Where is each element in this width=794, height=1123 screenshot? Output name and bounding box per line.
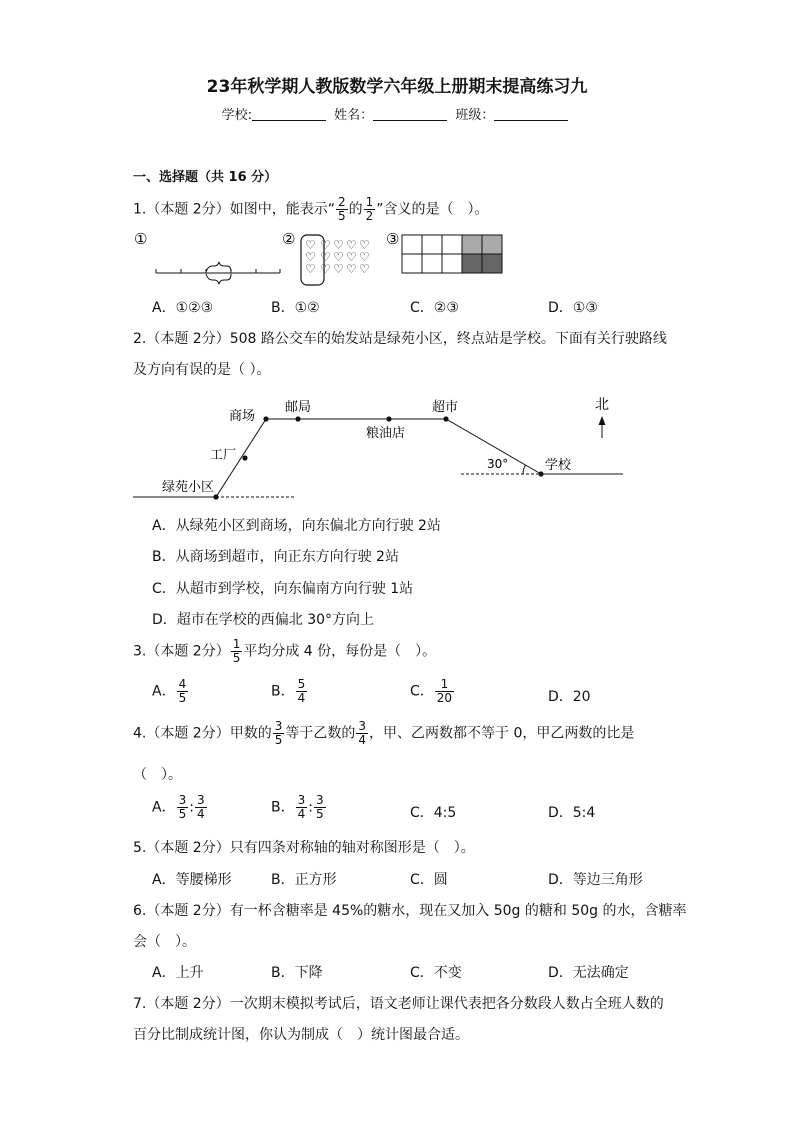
question-6-line-1: 6.（本题 2分）有一杯含糖率是 45%的糖水，现在又加入 50g 的糖和 50g 的水，含糖率 <box>133 903 687 919</box>
station-supermarket: 超市 <box>432 400 459 415</box>
q1-prefix: 1.（本题 2分）如图中，能表示“ <box>133 201 335 218</box>
question-3 <box>133 638 436 665</box>
question-7-line-1: 7.（本题 2分）一次期末模拟考试后，语文老师让课代表把各分数段人数占全班人数的 <box>133 996 664 1012</box>
station-mall: 商场 <box>229 409 256 424</box>
name-blank[interactable] <box>373 107 447 121</box>
svg-text:♡: ♡ <box>346 250 357 264</box>
q1-option-c[interactable]: C．②③ <box>410 300 459 316</box>
page-title: 23年秋学期人教版数学六年级上册期末提高练习九 <box>206 77 588 97</box>
svg-text:♡: ♡ <box>320 250 331 264</box>
svg-text:♡: ♡ <box>305 262 316 276</box>
figure-2-hearts <box>301 235 370 285</box>
question-6-line-2: 会（ ）。 <box>133 934 196 950</box>
station-factory: 工厂 <box>210 448 237 463</box>
station-school: 学校 <box>545 458 572 473</box>
q6-option-a[interactable]: A．上升 <box>152 965 204 981</box>
q4-fraction-2: $\frac{3}{4}$ <box>358 719 366 747</box>
q1-figures <box>130 228 510 290</box>
q1-fraction-1: $\frac{2}{5}$ <box>337 195 346 223</box>
student-info-line <box>0 104 794 123</box>
q2-option-a[interactable]: A．从绿苑小区到商场，向东偏北方向行驶 2站 <box>152 518 441 534</box>
q1-option-a[interactable]: A．①②③ <box>152 300 214 316</box>
q1-suffix: ”含义的是（ ）。 <box>376 201 489 218</box>
svg-text:♡: ♡ <box>346 238 357 252</box>
q3-option-d[interactable]: D．20 <box>548 689 591 705</box>
figure-3-grid <box>402 235 502 273</box>
svg-text:♡: ♡ <box>320 262 331 276</box>
north-arrow-icon <box>599 416 606 425</box>
svg-text:♡: ♡ <box>305 250 316 264</box>
figure-1-line-segment <box>156 262 280 284</box>
class-label: 班级： <box>455 108 495 123</box>
q2-route-map <box>130 390 630 505</box>
svg-text:♡: ♡ <box>359 250 370 264</box>
q1-option-d[interactable]: D．①③ <box>548 300 598 316</box>
q3-prefix: 3.（本题 2分） <box>133 643 230 660</box>
q4-option-b[interactable]: B． $\frac{3}{4}$ : $\frac{3}{5}$ <box>271 793 324 821</box>
q5-option-d[interactable]: D．等边三角形 <box>548 872 643 888</box>
svg-text:♡: ♡ <box>359 238 370 252</box>
q4-prefix: 4.（本题 2分）甲数的 <box>133 725 272 742</box>
question-4-line-2: （ ）。 <box>133 767 182 783</box>
station-grain-store: 粮油店 <box>366 426 406 441</box>
angle-label: 30° <box>487 457 509 471</box>
q4-option-a[interactable]: A． $\frac{3}{5}$ : $\frac{3}{4}$ <box>152 793 205 821</box>
svg-text:♡: ♡ <box>359 262 370 276</box>
q4-option-d[interactable]: D．5:4 <box>548 805 596 821</box>
q3-option-c[interactable]: C． $\frac{1}{20}$ <box>410 677 453 705</box>
q2-option-d[interactable]: D．超市在学校的西偏北 30°方向上 <box>152 612 375 628</box>
svg-text:♡: ♡ <box>320 238 331 252</box>
name-label: 姓名： <box>334 108 374 123</box>
q4-option-c[interactable]: C．4:5 <box>410 805 457 821</box>
q5-option-b[interactable]: B．正方形 <box>271 872 337 888</box>
q4-suffix: ，甲、乙两数都不等于 0，甲乙两数的比是 <box>369 725 635 742</box>
q5-option-a[interactable]: A．等腰梯形 <box>152 872 232 888</box>
q2-option-b[interactable]: B．从商场到超市，向正东方向行驶 2站 <box>152 549 399 565</box>
q6-option-b[interactable]: B．下降 <box>271 965 323 981</box>
q4-fraction-1: $\frac{3}{5}$ <box>274 719 283 747</box>
q3-option-a[interactable]: A． $\frac{4}{5}$ <box>152 677 187 705</box>
question-7-line-2: 百分比制成统计图，你认为制成（ ）统计图最合适。 <box>133 1027 469 1043</box>
figure-2-label: ② <box>282 230 296 248</box>
school-label: 学校: <box>221 108 253 123</box>
figure-3-label: ③ <box>386 230 400 248</box>
question-1 <box>133 196 489 223</box>
q1-mid: 的 <box>348 201 363 218</box>
q5-option-c[interactable]: C．圆 <box>410 872 448 888</box>
svg-text:♡: ♡ <box>333 238 344 252</box>
question-4-line-1 <box>133 720 634 747</box>
svg-text:♡: ♡ <box>333 250 344 264</box>
q2-option-c[interactable]: C．从超市到学校，向东偏南方向行驶 1站 <box>152 581 414 597</box>
svg-text:♡: ♡ <box>346 262 357 276</box>
q6-option-c[interactable]: C．不变 <box>410 965 462 981</box>
question-2-line-2: 及方向有误的是（ ）。 <box>133 362 271 378</box>
svg-text:♡: ♡ <box>305 238 316 252</box>
svg-text:♡: ♡ <box>333 262 344 276</box>
station-post-office: 邮局 <box>285 400 312 415</box>
question-5: 5.（本题 2分）只有四条对称轴的轴对称图形是（ ）。 <box>133 840 475 856</box>
q1-fraction-2: $\frac{1}{2}$ <box>365 195 374 223</box>
station-lvyuan: 绿苑小区 <box>162 480 215 495</box>
section-heading: 一、选择题（共 16 分） <box>133 170 278 185</box>
q6-option-d[interactable]: D．无法确定 <box>548 965 629 981</box>
class-blank[interactable] <box>494 107 568 121</box>
question-2-line-1: 2.（本题 2分）508 路公交车的始发站是绿苑小区，终点站是学校。下面有关行驶路线 <box>133 331 667 347</box>
q1-option-b[interactable]: B．①② <box>271 300 320 316</box>
q3-fraction: $\frac{1}{5}$ <box>232 637 241 665</box>
figure-1-label: ① <box>134 230 148 248</box>
q3-suffix: 平均分成 4 份，每份是（ ）。 <box>243 643 437 660</box>
north-label: 北 <box>595 397 609 413</box>
q3-option-b[interactable]: B． $\frac{5}{4}$ <box>271 677 306 705</box>
q4-mid: 等于乙数的 <box>285 725 356 742</box>
school-blank[interactable] <box>252 107 326 121</box>
